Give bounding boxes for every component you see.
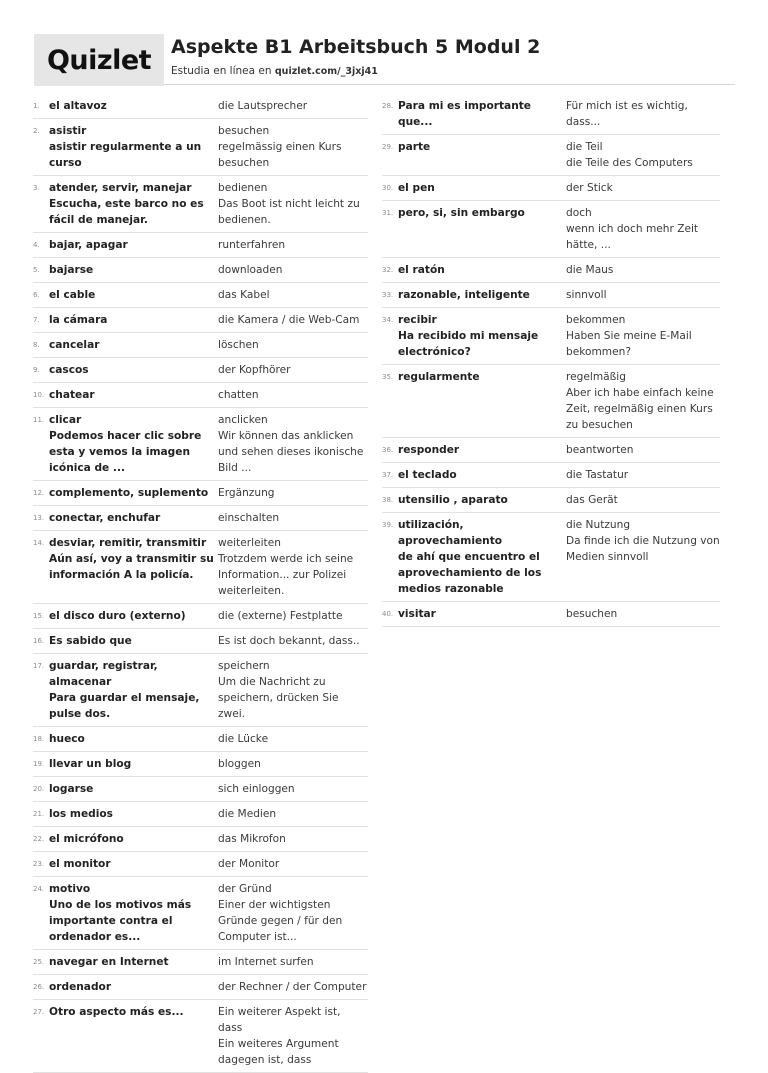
card-number: 27.	[33, 1008, 45, 1016]
card-number: 31.	[382, 209, 394, 217]
card-row	[33, 408, 368, 481]
card-number: 21.	[33, 810, 45, 818]
card-row	[33, 176, 368, 233]
card-term: Otro aspecto más es...	[49, 1006, 184, 1018]
card-definition: einschalten	[218, 512, 280, 524]
card-row	[33, 604, 368, 629]
card-definition: löschen	[218, 339, 259, 351]
card-definition: bekommen Haben Sie meine E-Mail bekommen?	[566, 314, 692, 358]
card-definition: sinnvoll	[566, 289, 607, 301]
card-number: 38.	[382, 496, 394, 504]
card-definition: im Internet surfen	[218, 956, 314, 968]
card-number: 29.	[382, 143, 394, 151]
card-row	[33, 727, 368, 752]
card-definition: der Gründ Einer der wichtigsten Gründe gegen / für den Computer ist...	[218, 883, 343, 943]
card-definition: beantworten	[566, 444, 634, 456]
card-number: 13.	[33, 514, 45, 522]
card-number: 10.	[33, 391, 45, 399]
card-definition: Ergänzung	[218, 487, 275, 499]
card-term: desviar, remitir, transmitir Aún así, voy a transmitir su información A la policía.	[49, 537, 214, 581]
card-definition: besuchen	[566, 608, 618, 620]
card-row	[33, 950, 368, 975]
card-term: el monitor	[49, 858, 111, 870]
card-number: 37.	[382, 471, 394, 479]
card-definition: Für mich ist es wichtig, dass...	[566, 100, 688, 128]
card-number: 39.	[382, 521, 394, 529]
card-term: el disco duro (externo)	[49, 610, 186, 622]
card-number: 1.	[33, 102, 40, 110]
quizlet-logo[interactable]	[34, 34, 164, 86]
card-definition: downloaden	[218, 264, 283, 276]
card-number: 17.	[33, 662, 45, 670]
card-definition: die Lautsprecher	[218, 100, 308, 112]
card-number: 14.	[33, 539, 45, 547]
card-definition: anclicken Wir können das anklicken und sehen dieses ikonische Bild ...	[218, 414, 364, 474]
study-link[interactable]: quizlet.com/_3jxj41	[274, 66, 378, 77]
card-number: 36.	[382, 446, 394, 454]
card-number: 30.	[382, 184, 394, 192]
card-definition: die (externe) Festplatte	[218, 610, 343, 622]
card-number: 25.	[33, 958, 45, 966]
card-number: 12.	[33, 489, 45, 497]
card-term: el ratón	[398, 264, 445, 276]
card-row	[33, 383, 368, 408]
card-definition: speichern Um die Nachricht zu speichern, drücken Sie zwei.	[218, 660, 339, 720]
card-term: llevar un blog	[49, 758, 132, 770]
card-row	[33, 308, 368, 333]
card-term: Es sabido que	[49, 635, 132, 647]
card-number: 40.	[382, 610, 394, 618]
card-row	[33, 283, 368, 308]
card-definition: der Rechner / der Computer	[218, 981, 367, 993]
card-row	[33, 506, 368, 531]
card-row	[382, 438, 720, 463]
card-definition: runterfahren	[218, 239, 286, 251]
card-term: parte	[398, 141, 431, 153]
card-number: 16.	[33, 637, 45, 645]
card-term: el teclado	[398, 469, 457, 481]
card-number: 34.	[382, 316, 394, 324]
card-definition: Es ist doch bekannt, dass..	[218, 635, 360, 647]
card-definition: der Kopfhörer	[218, 364, 291, 376]
card-definition: die Tastatur	[566, 469, 629, 481]
card-row	[382, 258, 720, 283]
card-number: 22.	[33, 835, 45, 843]
card-row	[382, 308, 720, 365]
card-definition: chatten	[218, 389, 259, 401]
card-row	[33, 975, 368, 1000]
card-term: guardar, registrar, almacenar Para guardar el mensaje, pulse dos.	[49, 660, 200, 720]
card-term: navegar en Internet	[49, 956, 169, 968]
card-row	[382, 135, 720, 176]
card-term: el pen	[398, 182, 435, 194]
card-row	[33, 119, 368, 176]
card-definition: Ein weiterer Aspekt ist, dass Ein weiteres Argument dagegen ist, dass	[218, 1006, 341, 1066]
card-number: 20.	[33, 785, 45, 793]
card-definition: regelmäßig Aber ich habe einfach keine Zeit, regelmäßig einen Kurs zu besuchen	[566, 371, 714, 431]
card-row	[382, 283, 720, 308]
card-term: ordenador	[49, 981, 112, 993]
card-term: conectar, enchufar	[49, 512, 161, 524]
logo-text: Quizlet	[46, 44, 152, 76]
page-title: Aspekte B1 Arbeitsbuch 5 Modul 2	[171, 36, 541, 58]
card-term: los medios	[49, 808, 113, 820]
card-definition: besuchen regelmässig einen Kurs besuchen	[218, 125, 342, 169]
card-row	[33, 481, 368, 506]
card-term: pero, si, sin embargo	[398, 207, 525, 219]
header	[34, 34, 734, 86]
card-number: 9.	[33, 366, 40, 374]
card-number: 32.	[382, 266, 394, 274]
card-term: asistir asistir regularmente a un curso	[49, 125, 202, 169]
card-row	[382, 94, 720, 135]
card-number: 35.	[382, 373, 394, 381]
card-term: recibir Ha recibido mi mensaje electrónico?	[398, 314, 539, 358]
subtitle	[171, 65, 378, 77]
card-definition: sich einloggen	[218, 783, 295, 795]
card-row	[33, 629, 368, 654]
card-number: 7.	[33, 316, 40, 324]
card-definition: das Gerät	[566, 494, 618, 506]
card-row	[33, 258, 368, 283]
card-number: 3.	[33, 184, 40, 192]
card-term: cascos	[49, 364, 89, 376]
card-row	[33, 877, 368, 950]
card-definition: die Kamera / die Web-Cam	[218, 314, 360, 326]
card-row	[382, 463, 720, 488]
card-row	[33, 852, 368, 877]
card-definition: der Stick	[566, 182, 613, 194]
card-row	[382, 513, 720, 602]
card-number: 4.	[33, 241, 40, 249]
card-definition: die Teil die Teile des Computers	[566, 141, 693, 169]
card-row	[33, 1000, 368, 1073]
card-number: 33.	[382, 291, 394, 299]
card-term: clicar Podemos hacer clic sobre esta y vemos la imagen icónica de ...	[49, 414, 202, 474]
card-number: 8.	[33, 341, 40, 349]
card-definition: bedienen Das Boot ist nicht leicht zu bedienen.	[218, 182, 360, 226]
header-divider	[164, 84, 735, 85]
card-number: 26.	[33, 983, 45, 991]
card-row	[382, 176, 720, 201]
card-term: utensilio , aparato	[398, 494, 508, 506]
card-row	[382, 488, 720, 513]
card-term: logarse	[49, 783, 94, 795]
card-column-left	[33, 94, 368, 1073]
card-number: 6.	[33, 291, 40, 299]
card-number: 23.	[33, 860, 45, 868]
card-term: cancelar	[49, 339, 100, 351]
card-definition: doch wenn ich doch mehr Zeit hätte, ...	[566, 207, 699, 251]
card-definition: das Mikrofon	[218, 833, 286, 845]
card-row	[382, 201, 720, 258]
card-definition: bloggen	[218, 758, 261, 770]
card-term: bajarse	[49, 264, 94, 276]
card-term: el altavoz	[49, 100, 107, 112]
card-term: responder	[398, 444, 460, 456]
card-row	[33, 802, 368, 827]
card-definition: die Medien	[218, 808, 277, 820]
card-term: atender, servir, manejar Escucha, este barco no es fácil de manejar.	[49, 182, 204, 226]
card-column-right	[382, 94, 720, 627]
card-row	[33, 333, 368, 358]
card-row	[33, 752, 368, 777]
card-row	[382, 365, 720, 438]
card-row	[33, 827, 368, 852]
card-definition: die Maus	[566, 264, 614, 276]
card-definition: weiterleiten Trotzdem werde ich seine Information... zur Polizei weiterleiten.	[218, 537, 354, 597]
card-row	[33, 233, 368, 258]
card-definition: die Nutzung Da finde ich die Nutzung von Medien sinnvoll	[566, 519, 720, 563]
card-number: 15.	[33, 612, 45, 620]
card-term: razonable, inteligente	[398, 289, 530, 301]
card-number: 19.	[33, 760, 45, 768]
card-term: visitar	[398, 608, 436, 620]
card-row	[382, 602, 720, 627]
card-number: 28.	[382, 102, 394, 110]
card-term: bajar, apagar	[49, 239, 128, 251]
card-term: utilización, aprovechamiento de ahí que encuentro el aprovechamiento de los medios razonable	[398, 519, 542, 595]
card-number: 2.	[33, 127, 40, 135]
card-number: 5.	[33, 266, 40, 274]
card-row	[33, 531, 368, 604]
card-term: regularmente	[398, 371, 480, 383]
card-row	[33, 777, 368, 802]
card-number: 18.	[33, 735, 45, 743]
card-term: complemento, suplemento	[49, 487, 209, 499]
card-number: 24.	[33, 885, 45, 893]
card-definition: der Monitor	[218, 858, 280, 870]
card-term: el cable	[49, 289, 96, 301]
card-term: chatear	[49, 389, 95, 401]
card-row	[33, 94, 368, 119]
card-term: hueco	[49, 733, 85, 745]
subtitle-prefix: Estudia en línea en	[171, 65, 272, 77]
card-term: el micrófono	[49, 833, 124, 845]
card-term: la cámara	[49, 314, 108, 326]
card-term: motivo Uno de los motivos más importante contra el ordenador es...	[49, 883, 192, 943]
card-row	[33, 358, 368, 383]
card-row	[33, 654, 368, 727]
card-number: 11.	[33, 416, 45, 424]
card-definition: die Lücke	[218, 733, 269, 745]
card-definition: das Kabel	[218, 289, 270, 301]
card-term: Para mi es importante que...	[398, 100, 531, 128]
